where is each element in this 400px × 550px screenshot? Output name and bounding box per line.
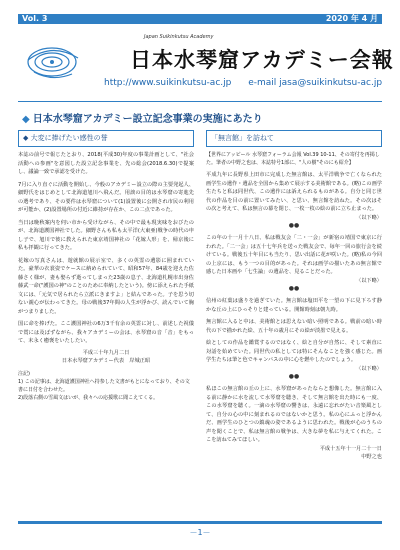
left-paragraph: 国に命を捧げた。ここ護国神社の6万3千有余の英霊に対し、前述した祝儀で賞には及ばずながら、我々アカデミーの会は、水琴窟の音「音」をもって、末永く癒褒をいたしたい。 bbox=[18, 321, 194, 344]
right-column bbox=[206, 130, 382, 462]
left-signature bbox=[18, 349, 194, 366]
notes-title: 注記) bbox=[18, 370, 30, 377]
omission-mark: 〈以下略〉 bbox=[356, 214, 382, 221]
section-divider: ●● bbox=[288, 222, 300, 229]
website-link[interactable]: http://www.suikinkutsu-ac.jp bbox=[104, 78, 232, 88]
header-rule bbox=[18, 101, 382, 102]
page-number: －1－ bbox=[189, 528, 211, 537]
right-paragraph: 無言館に入ると中は、美術館とは思えない暗い照明である。戦前の暗い時代の下で描かれた絵、五十年の歳月にその絵が淡墨で見える。 bbox=[206, 319, 382, 334]
volume-label: Vol. 3 bbox=[22, 14, 48, 23]
left-paragraph: 当日は晩秋案内を伺い市から受けながら、その中で最も現実味をおびたのが、北海道護国神社でした。細野さんも私も太平洋(大東亜)戦争の時代の申し子で、旭川で彼に教えられた東京靖国神社の「花嫁人形」を、帰京後に私も拝観に行ってきた。 bbox=[18, 219, 194, 251]
notes bbox=[18, 370, 194, 402]
email-link[interactable]: e-mail jasa@suikinkutsu-ac.jp bbox=[248, 78, 383, 88]
headline: ◆ 日本水琴窟アカデミー設立記念事業の実施にあたり bbox=[22, 114, 263, 125]
left-subhead: ◆ 大変に捧げたい感性の誉 bbox=[18, 130, 194, 147]
left-paragraph: 7月に入り直ぐに活動を開始し、今般のアカデミー設立の際の主要発起人、細野氏をはじめとして北海道旭川へ飛んだ。用談の目的は水琴窟の寄進先の選考であり、その要件は水琴窟について(1)設置後に公開され市民の利用が可能か、(2)設置場所の付近に維持が存在か、この二点であった。 bbox=[18, 181, 194, 213]
right-paragraph: 平成九年に長野県上田市に完成した無言館は、太平洋戦争で亡くなられた画学生の遺作・遺品を全国から集めて展示する美術館である。(略)この画学生たちと私は同世代、この遺作には訴えられるものがある。自分と同じ世代の作品を目の前に置いてみたい、と思い、無言館を訪ねた。その次はその次と考えて、私は無言の幕を閉じ、一枚一枚の絵の前に立ち止まった。 bbox=[206, 172, 382, 212]
right-paragraph: この年の十一月十八日、私は戦友会「二・一会」が新宿の靖国で東京に行われた。「二一会」は五十七年兵を送った戦友会で、毎年一回の旅行会を続けている。戦後五十年目にも当たり、思い出話に花が咲いた。(略)私の今回の上京には、もう一つの目的があった。それは画学の描いたあの無言館で感した日本画や「七生論」の遺品を、見ることだった。 bbox=[206, 235, 382, 275]
diamond-icon: ◆ bbox=[22, 114, 30, 125]
right-sign-date: 平成十五年十一月二十一日 bbox=[319, 445, 382, 452]
right-paragraph: 私ほこの無言館の丘の上に、水琴窟があったならと想像した。無言館に入る前に静かに水を流して水琴窟を聴き、そして無言館を出た時にも一度、この水琴窟を聴く。一滴の水琴窟の響きは、永遠に忘れがたい音楽風として、自分の心の中に刻まれるのではないかと思う。私の心にふっと浮かんだ、画学生のひとつの鎮魂の姿であるように思われた。戦後が心のうちの声を聞くことで、私は無言館の戦争は、大きな夢を私に与えてくれた。ここを訪ねてみてほしい。 bbox=[206, 386, 382, 443]
omission-mark: 〈以下略〉 bbox=[356, 277, 382, 284]
left-sign-date: 平成三十年九月二日 bbox=[82, 349, 130, 356]
academy-logo bbox=[20, 30, 92, 86]
left-column bbox=[18, 130, 194, 402]
footer-rule bbox=[18, 521, 382, 524]
english-subtitle: Japan Suikinkutsu Academy bbox=[144, 34, 214, 40]
note-item: 1) この記事は、北海道護国神社へ持参した文書がもとになっており、その文書に日付を合わせた。 bbox=[18, 378, 190, 393]
right-paragraph: 信州の紅葉は盛りを過ぎていた。無言館は塩田平を一望の下に見下ろす静かな丘の上にひっそりと建っている。開館時刻は朝九時。 bbox=[206, 298, 382, 313]
left-paragraph: 花嫁の写真さんは、遊就館の展示室で、多くの英霊の遺影に囲まれていた。豪華の衣裳姿でケースに納められていて、昭和57年、84歳を迎えた佐藤さく様が、妻も娶らず逝ってしまった23歳の息子、北海道札幌市出身佐藤武一命("護国の神"のことのために奉納したという)。傍に添えられた手紙文には、「元気で居られたら立派にきますよ」と結んであった。子を思う切ない親心が伝わってきた。母の戦後37年間の人生が浮かび、読んでいて胸がつまりました。 bbox=[18, 257, 194, 315]
right-intro-note: 【世界にアッピール 水琴窟フォーラム会報 Vol.39 10-11、その寄付を再掲した。筆者の中野之也は、本誌特号1部に、"人の樹"そのにも紹介】 bbox=[206, 152, 380, 166]
contact-line bbox=[104, 78, 396, 88]
left-sign-name: 日本水琴窟アカデミー代表 岸城正昭 bbox=[61, 358, 151, 364]
section-divider: ●● bbox=[288, 373, 300, 380]
right-subhead: 「無言館」を訪ねて bbox=[206, 130, 382, 147]
right-paragraph: 絵としての作品を鑑賞するのではなく、絵と自分が自然に、そして素直に対話を始めていた。同世代の私としては特にそんなことを強く感じた。画学生たちは筆と色でキャンバスの中に心を燃やしたのでしょう。 bbox=[206, 340, 382, 363]
section-divider: ●● bbox=[288, 285, 300, 292]
omission-mark: 〈以下略〉 bbox=[356, 365, 382, 372]
newsletter-title: 日本水琴窟アカデミー会報 bbox=[130, 48, 394, 72]
issue-date: 2020 年 4 月 bbox=[325, 14, 378, 23]
right-sign-name: 中野之也 bbox=[361, 454, 382, 460]
left-paragraph: 本誌の前号で報じたとおり、2018(平成30)年度の事業計画として、"社会活動への参画"を意図した設立記念事業を、先の総会(2018.6.30)で提案し、議論一致で承認を受けた。 bbox=[18, 152, 194, 175]
note-item: 2)段落右側の雪風文はいが、我々への応援歌に聞こえてくる。 bbox=[18, 394, 159, 401]
